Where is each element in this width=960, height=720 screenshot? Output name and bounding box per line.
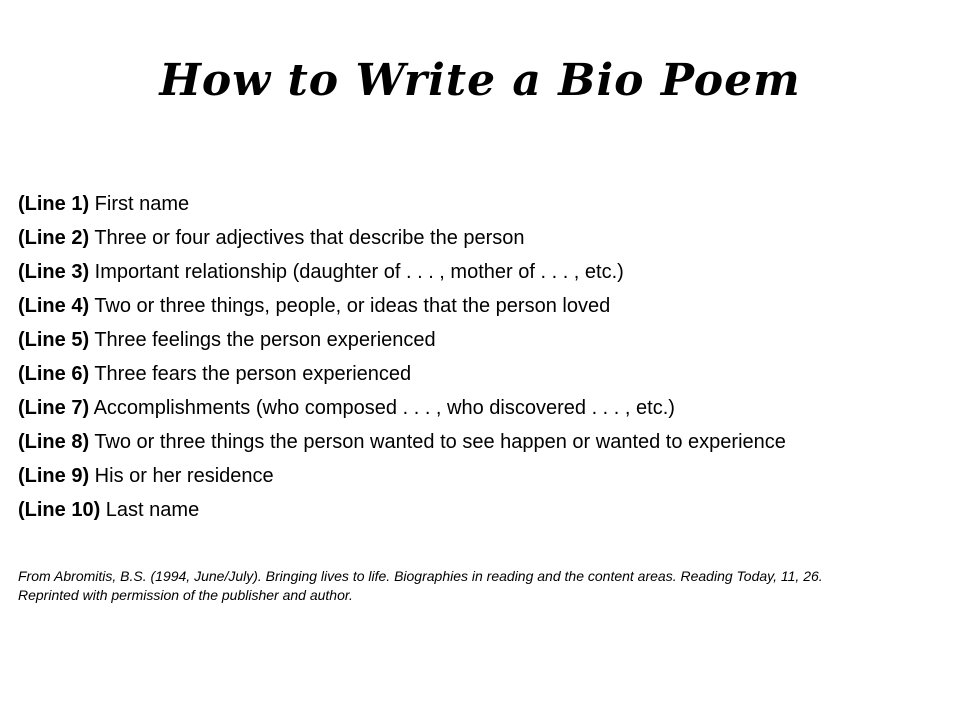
line-3-item	[18, 255, 953, 289]
line-4-label: (Line 4)	[18, 295, 90, 317]
line-3-description: Important relationship (daughter of . . . , mother of . . . , etc.)	[89, 261, 624, 283]
line-4-item	[18, 289, 953, 323]
citation-permission: Reprinted with permission of the publisher and author.	[18, 587, 353, 603]
source-citation	[18, 567, 948, 605]
line-1-item	[18, 187, 953, 221]
line-5-label: (Line 5)	[18, 329, 90, 351]
line-9-label: (Line 9)	[18, 465, 90, 487]
line-8-item	[18, 425, 953, 459]
line-6-description: Three fears the person experienced	[89, 363, 412, 385]
line-10-label: (Line 10)	[18, 499, 101, 521]
line-2-item	[18, 221, 953, 255]
line-5-item	[18, 323, 953, 357]
line-4-description: Two or three things, people, or ideas that the person loved	[89, 295, 611, 317]
line-7-description: Accomplishments (who composed . . . , who discovered . . . , etc.)	[89, 397, 675, 419]
line-8-label: (Line 8)	[18, 431, 90, 453]
line-7-item	[18, 391, 953, 425]
line-9-description: His or her residence	[89, 465, 274, 487]
page-title: How to Write a Bio Poem	[159, 55, 801, 107]
line-3-label: (Line 3)	[18, 261, 90, 283]
line-10-description: Last name	[100, 499, 200, 521]
citation-reference: From Abromitis, B.S. (1994, June/July). Bringing lives to life. Biographies in reading and the content areas. Reading Today, 11, 26.	[18, 568, 823, 584]
line-7-label: (Line 7)	[18, 397, 90, 419]
line-6-item	[18, 357, 953, 391]
line-5-description: Three feelings the person experienced	[89, 329, 436, 351]
line-8-description: Two or three things the person wanted to see happen or wanted to experience	[89, 431, 786, 453]
line-1-label: (Line 1)	[18, 193, 90, 215]
line-9-item	[18, 459, 953, 493]
line-6-label: (Line 6)	[18, 363, 90, 385]
line-2-description: Three or four adjectives that describe the person	[89, 227, 525, 249]
line-10-item	[18, 493, 953, 527]
line-2-label: (Line 2)	[18, 227, 90, 249]
bio-poem-line-list	[18, 187, 953, 527]
line-1-description: First name	[89, 193, 190, 215]
